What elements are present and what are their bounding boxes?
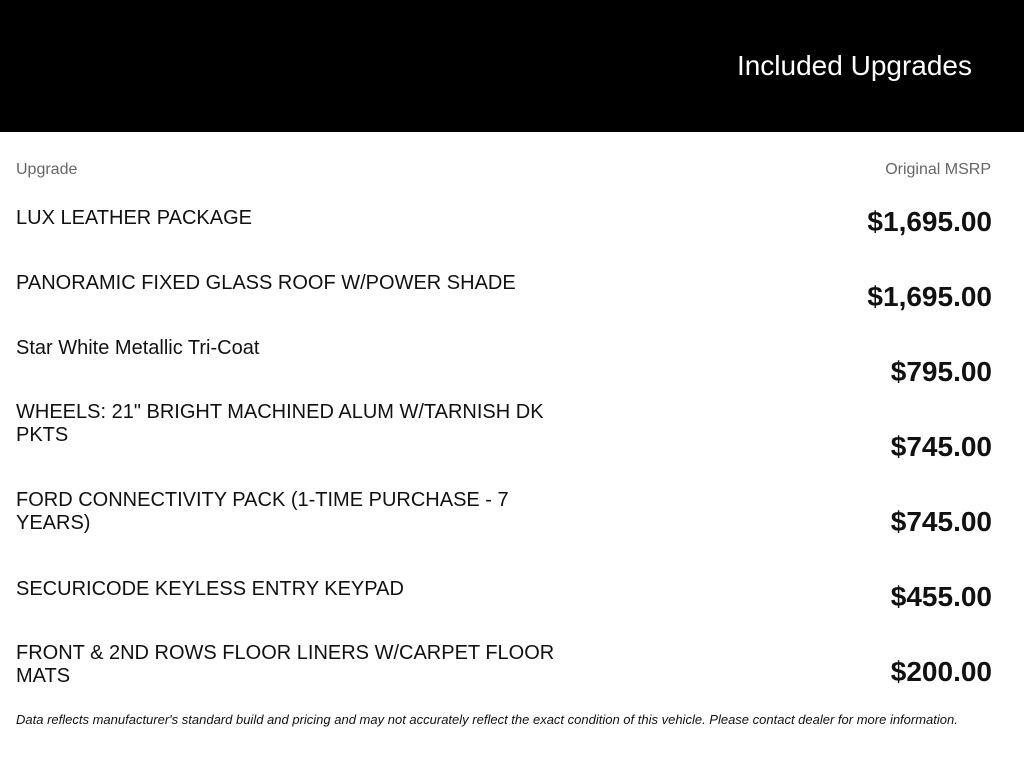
upgrade-name: FRONT & 2ND ROWS FLOOR LINERS W/CARPET FLOOR MATS (16, 642, 555, 687)
upgrade-name: FORD CONNECTIVITY PACK (1-TIME PURCHASE - 7 YEARS) (16, 489, 509, 534)
upgrade-price: $745.00 (890, 431, 992, 462)
disclaimer-text: Data reflects manufacturer's standard build and pricing and may not accurately reflect the exact condition of this vehicle. Please contact dealer for more information. (16, 712, 958, 727)
upgrade-price: $455.00 (890, 581, 992, 612)
upgrade-name: SECURICODE KEYLESS ENTRY KEYPAD (16, 578, 404, 600)
upgrade-price: $795.00 (890, 356, 992, 387)
upgrade-price: $1,695.00 (867, 206, 992, 237)
upgrade-name: Star White Metallic Tri-Coat (16, 337, 260, 359)
upgrade-name: PANORAMIC FIXED GLASS ROOF W/POWER SHADE (16, 272, 516, 294)
column-header-upgrade: Upgrade (16, 161, 78, 178)
column-header-msrp: Original MSRP (885, 161, 991, 178)
upgrade-price: $200.00 (890, 656, 992, 687)
upgrade-name: LUX LEATHER PACKAGE (16, 207, 252, 229)
upgrade-price: $1,695.00 (867, 281, 992, 312)
upgrade-name: WHEELS: 21" BRIGHT MACHINED ALUM W/TARNISH DK PKTS (16, 401, 544, 446)
page-title: Included Upgrades (736, 50, 972, 81)
header-bar (0, 0, 1024, 132)
upgrade-price: $745.00 (890, 506, 992, 537)
